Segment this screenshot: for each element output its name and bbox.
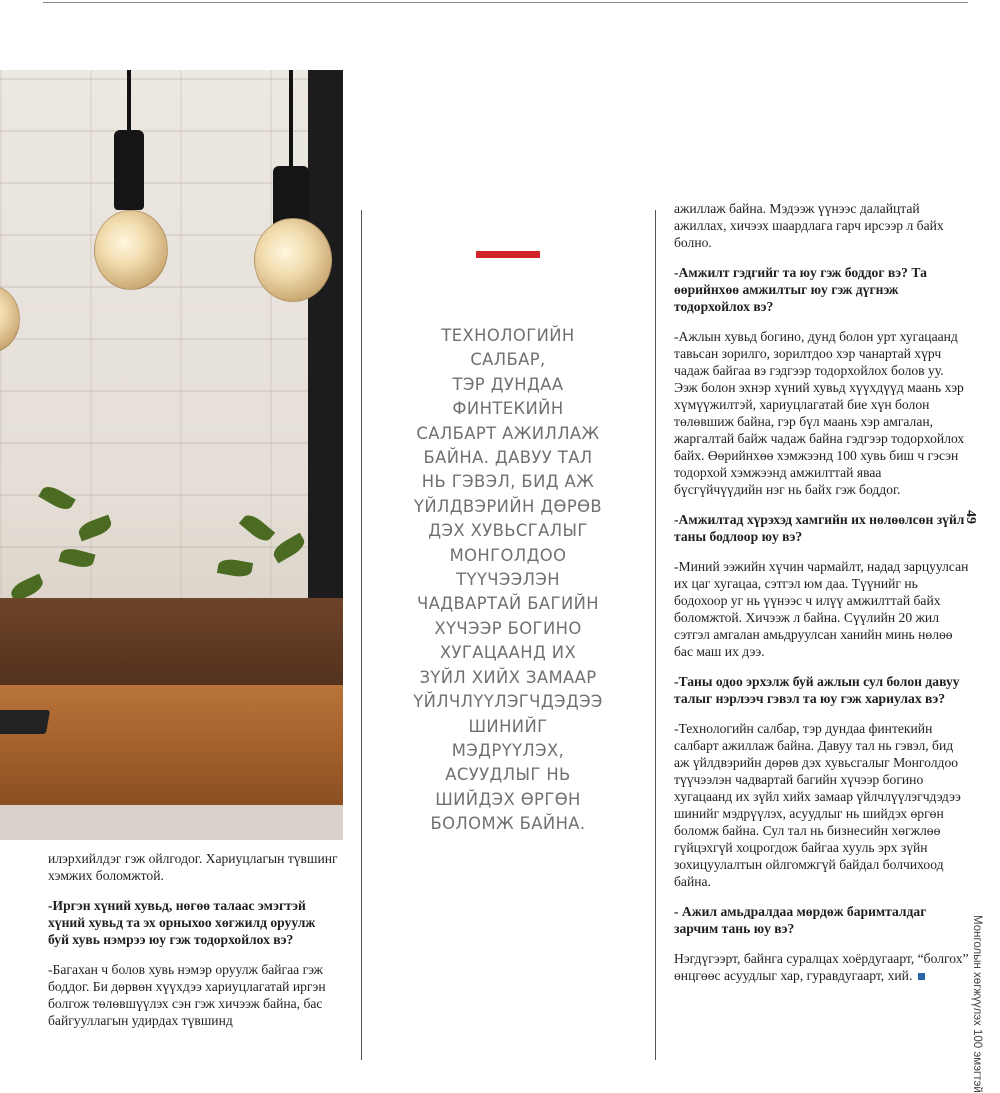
end-mark-icon: [918, 973, 925, 980]
pull-quote-line: ШИНИЙГ: [468, 716, 548, 736]
top-rule: [43, 2, 968, 3]
accent-bar: [476, 251, 540, 258]
answer-text: Нэгдүгээрт, байнга суралцах хоёрдугаарт, “болгох” өнцгөөс асуудлыг хар, гуравдугаарт, хий.: [674, 951, 969, 983]
answer: -Миний ээжийн хүчин чармайлт, надад зарцуулсан их цаг хугацаа, сэтгэл юм даа. Түүнийг нь бодохоор уг нь үүнээс ч илүү амжилттай байх боломжтой. Хичээж л байна. Сүүлийн 20 жил сэтгэл амгалан амьдруулсан ханийн минь нөлөө бас маш их дээ.: [674, 559, 969, 659]
pull-quote-line: БАЙНА. ДАВУУ ТАЛ: [423, 448, 593, 468]
lamp-wire: [127, 70, 131, 132]
right-text-column: [674, 200, 970, 997]
pull-quote-line: БОЛОМЖ БАЙНА.: [430, 814, 586, 834]
pull-quote-line: ДЭХ ХУВЬСГАЛЫГ: [428, 521, 588, 541]
question: - Ажил амьдралдаа мөрдөж баримталдаг зарчим тань юу вэ?: [674, 904, 927, 936]
pull-quote-line: МЭДРҮҮЛЭХ,: [451, 740, 565, 760]
question: -Амжилтад хүрэхэд хамгийн их нөлөөлсөн зүйл таны бодлоор юу вэ?: [674, 512, 965, 544]
pull-quote-line: ЗҮЙЛ ХИЙХ ЗАМААР: [419, 667, 597, 687]
answer: -Багахан ч болов хувь нэмэр оруулж байгаа гэж боддог. Би дөрвөн хүүхдээ хариуцлагатай иргэн болгож төлөвшүүлэх сэн гэж хичээж байна, бас байгууллагын удирдах түвшинд: [48, 962, 326, 1028]
laptop: [0, 710, 50, 734]
pull-quote-line: ҮЙЛЧЛҮҮЛЭГЧДЭДЭЭ: [413, 692, 603, 712]
pull-quote-line: ТҮҮЧЭЭЛЭН: [456, 570, 560, 590]
wooden-table: [0, 685, 343, 805]
answer: -Ажлын хувьд богино, дунд болон урт хугацаанд тавьсан зорилго, зорилтдоо хэр чанартай хүрч чадаж байгаа вэ гэдгээр тодорхойлох болов уу. Ээж болон эхнэр хүний хувьд хүүхдүүд маань хэр хүмүүжилтэй, хариуцлагатай бие хүн болон төлөвшиж байна, гэр бүл маань хэр амгалан, жаргалтай байж чадаж байна гэдгээр тодорхойлох байх. Өөрийнхөө хэмжээнд 100 хувь биш ч гэсэн тодорхой хэмжээнд амжилттай яваа бүсгүйчүүдийн нэг нь байх гэж боддог.: [674, 329, 965, 497]
lamp-socket: [114, 130, 144, 210]
column-divider: [361, 210, 362, 1060]
pull-quote-line: ХУГАЦААНД ИХ: [439, 643, 577, 663]
running-title: Монголын хөгжүүлэх 100 эмэгтэй: [971, 915, 983, 1093]
light-bulb: [94, 210, 168, 290]
brick-wall: [0, 70, 310, 600]
pull-quote-line: ҮЙЛДВЭРИЙН ДӨРӨВ: [413, 496, 603, 516]
pull-quote-line: ЧАДВАРТАЙ БАГИЙН: [417, 594, 599, 614]
paragraph: илэрхийлдэг гэж ойлгодог. Хариуцлагын түвшинг хэмжих боломжтой.: [48, 851, 338, 883]
answer: -Технологийн салбар, тэр дундаа финтекийн салбарт ажиллаж байна. Давуу тал нь гэвэл, бид аж үйлдвэрийн дөрөв дэх хувьсгалыг Монголдоо түүчээлэн чадвартай багийн хүчээр богино хугацаанд их зүйл хийх замаар үйлчлүүлэгчдэдээ шинийг мэдрүүлэх, асуудлыг нь шийдэх өргөн боломж байна. Сул тал нь бизнесийн хөгжлөө гүйцэхгүй хоцрогдож байгаа хууль эрх зүйн зохицуулалтын ойлгомжгүй байдал болчихоод байна.: [674, 721, 961, 889]
pull-quote-line: ФИНТЕКИЙН: [452, 399, 564, 419]
column-divider: [655, 210, 656, 1060]
pull-quote-line: МОНГОЛДОО: [449, 545, 567, 565]
lamp-wire: [289, 70, 293, 170]
pull-quote-line: ТЭР ДУНДАА: [452, 374, 564, 394]
question: -Амжилт гэдгийг та юу гэж боддог вэ? Та өөрийнхөө амжилтыг юу гэж дүгнэж тодорхойлох вэ?: [674, 265, 927, 314]
pull-quote-line: ШИЙДЭХ ӨРГӨН: [435, 789, 581, 809]
steel-beam: [308, 70, 343, 610]
pull-quote: [398, 324, 618, 837]
pull-quote-line: ТЕХНОЛОГИЙН: [441, 326, 575, 345]
paragraph: ажиллаж байна. Мэдээж үүнээс далайцтай ажиллах, хичээх шаардлага гарч ирсээр л байх болно.: [674, 201, 944, 250]
pull-quote-line: САЛБАРТ АЖИЛЛАЖ: [416, 423, 600, 443]
pull-quote-line: САЛБАР,: [470, 350, 546, 370]
interior-photo: [0, 70, 343, 840]
answer-final: [674, 950, 970, 984]
pull-quote-line: ХҮЧЭЭР БОГИНО: [434, 618, 582, 638]
page-number: 49: [963, 510, 978, 524]
question: -Таны одоо эрхэлж буй ажлын сул болон давуу талыг нэрлээч гэвэл та юу гэж хариулах вэ?: [674, 674, 960, 706]
floor: [0, 805, 343, 840]
question: -Иргэн хүний хувьд, нөгөө талаас эмэгтэй хүний хувьд та эх орныхоо хөгжилд оруулж буй хувь нэмрээ юу гэж тодорхойлох вэ?: [48, 898, 316, 947]
pull-quote-line: НЬ ГЭВЭЛ, БИД АЖ: [421, 472, 595, 492]
pull-quote-line: АСУУДЛЫГ НЬ: [445, 765, 571, 785]
left-text-column: [48, 850, 338, 1042]
light-bulb: [254, 218, 332, 302]
